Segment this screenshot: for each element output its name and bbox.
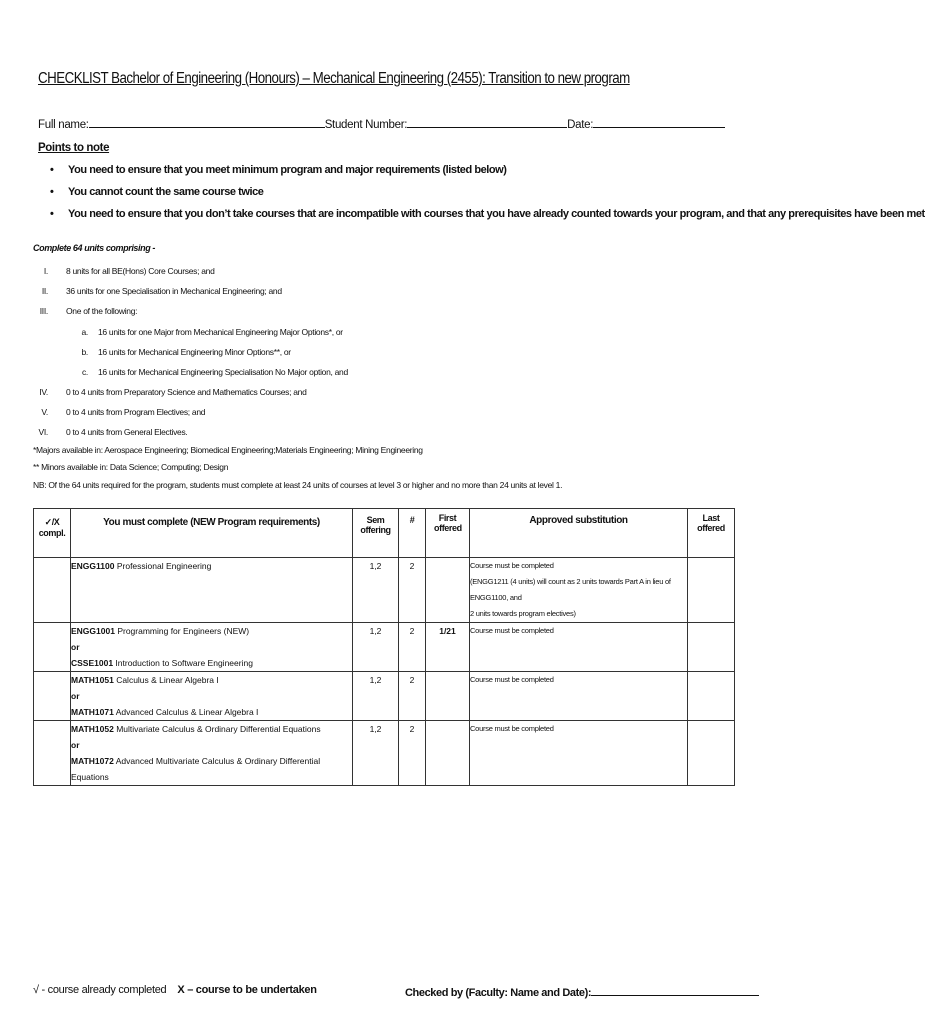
table-row [34,558,735,623]
header-first: First offered [426,509,470,558]
sem-cell: 1,2 [353,623,399,672]
checked-by-field[interactable] [591,984,759,996]
header-units: # [399,509,426,558]
last-offered-cell [688,672,735,721]
first-offered-cell [426,721,470,786]
point-item: • You cannot count the same course twice [50,186,264,198]
first-offered-cell: 1/21 [426,623,470,672]
requirement-sub-item: a. 16 units for one Major from Mechanical Engineering Major Options*, or [81,327,343,337]
check-cell[interactable] [34,672,71,721]
course-cell: ENGG1001 Programming for Engineers (NEW) or CSSE1001 Introduction to Software Engineering [71,623,353,672]
units-cell: 2 [399,558,426,623]
check-cell[interactable] [34,558,71,623]
header-last: Last offered [688,509,735,558]
points-list [50,164,925,230]
last-offered-cell [688,623,735,672]
full-name-label: Full name: [38,119,89,131]
substitution-cell: Course must be completed [470,672,688,721]
requirement-item: III. One of the following: [39,306,138,316]
course-checklist-table [33,508,735,786]
check-cell[interactable] [34,623,71,672]
point-item: • You need to ensure that you meet minimum program and major requirements (listed below) [50,164,507,176]
sem-cell: 1,2 [353,558,399,623]
substitution-cell: Course must be completed [470,623,688,672]
requirement-sub-item: c. 16 units for Mechanical Engineering Specialisation No Major option, and [81,367,348,377]
point-item: • You need to ensure that you don’t take courses that are incompatible with courses that you have already counted towards your program, and that any prerequisites have been met [50,208,925,220]
requirements-heading: Complete 64 units comprising - [33,243,156,253]
legend-check: √ - course already completed [33,984,167,996]
requirement-item: V. 0 to 4 units from Program Electives; and [41,407,206,417]
course-cell: MATH1051 Calculus & Linear Algebra I or MATH1071 Advanced Calculus & Linear Algebra I [71,672,353,721]
nb-note: NB: Of the 64 units required for the program, students must complete at least 24 units of courses at level 3 or higher and no more than 24 units at level 1. [33,480,563,490]
header-subst: Approved substitution [470,509,688,558]
sem-cell: 1,2 [353,721,399,786]
student-number-label: Student Number: [324,119,408,131]
units-cell: 2 [399,672,426,721]
requirement-item: IV. 0 to 4 units from Preparatory Science and Mathematics Courses; and [39,387,307,397]
points-heading: Points to note [38,142,110,154]
page-title: CHECKLIST Bachelor of Engineering (Honours) – Mechanical Engineering (2455): Transition to new program [38,70,630,87]
student-number-field[interactable] [407,116,567,128]
minors-note: ** Minors available in: Data Science; Computing; Design [33,462,229,472]
requirement-item: II. 36 units for one Specialisation in Mechanical Engineering; and [41,286,282,296]
table-row [34,623,735,672]
header-check: ✓/X compl. [34,509,71,558]
units-cell: 2 [399,623,426,672]
checked-by-label: Checked by (Faculty: Name and Date): [405,987,592,999]
majors-note: *Majors available in: Aerospace Engineering; Biomedical Engineering;Materials Engineering; Mining Engineering [33,445,423,455]
student-details-row [38,116,725,131]
requirement-sub-item: b. 16 units for Mechanical Engineering Minor Options**, or [81,347,291,357]
substitution-cell: Course must be completed [470,721,688,786]
date-field[interactable] [593,116,725,128]
table-row [34,672,735,721]
check-cell[interactable] [34,721,71,786]
table-row [34,721,735,786]
first-offered-cell [426,558,470,623]
course-cell: MATH1052 Multivariate Calculus & Ordinary Differential Equations or MATH1072 Advanced Multivariate Calculus & Ordinary Differential Equations [71,721,353,786]
course-cell: ENGG1100 Professional Engineering [71,558,353,623]
requirement-item: I. 8 units for all BE(Hons) Core Courses; and [43,266,215,276]
substitution-cell: Course must be completed (ENGG1211 (4 units) will count as 2 units towards Part A in lieu of ENGG1100, and 2 units towards program electives) [470,558,688,623]
header-course: You must complete (NEW Program requirements) [71,509,353,558]
table-header-row [34,509,735,558]
header-sem: Sem offering [353,509,399,558]
sem-cell: 1,2 [353,672,399,721]
requirement-item: VI. 0 to 4 units from General Electives. [38,427,188,437]
units-cell: 2 [399,721,426,786]
first-offered-cell [426,672,470,721]
last-offered-cell [688,558,735,623]
checked-by [405,984,759,999]
full-name-field[interactable] [89,116,325,128]
legend [33,984,317,996]
date-label: Date: [567,119,594,131]
legend-x: X – course to be undertaken [177,984,317,996]
last-offered-cell [688,721,735,786]
